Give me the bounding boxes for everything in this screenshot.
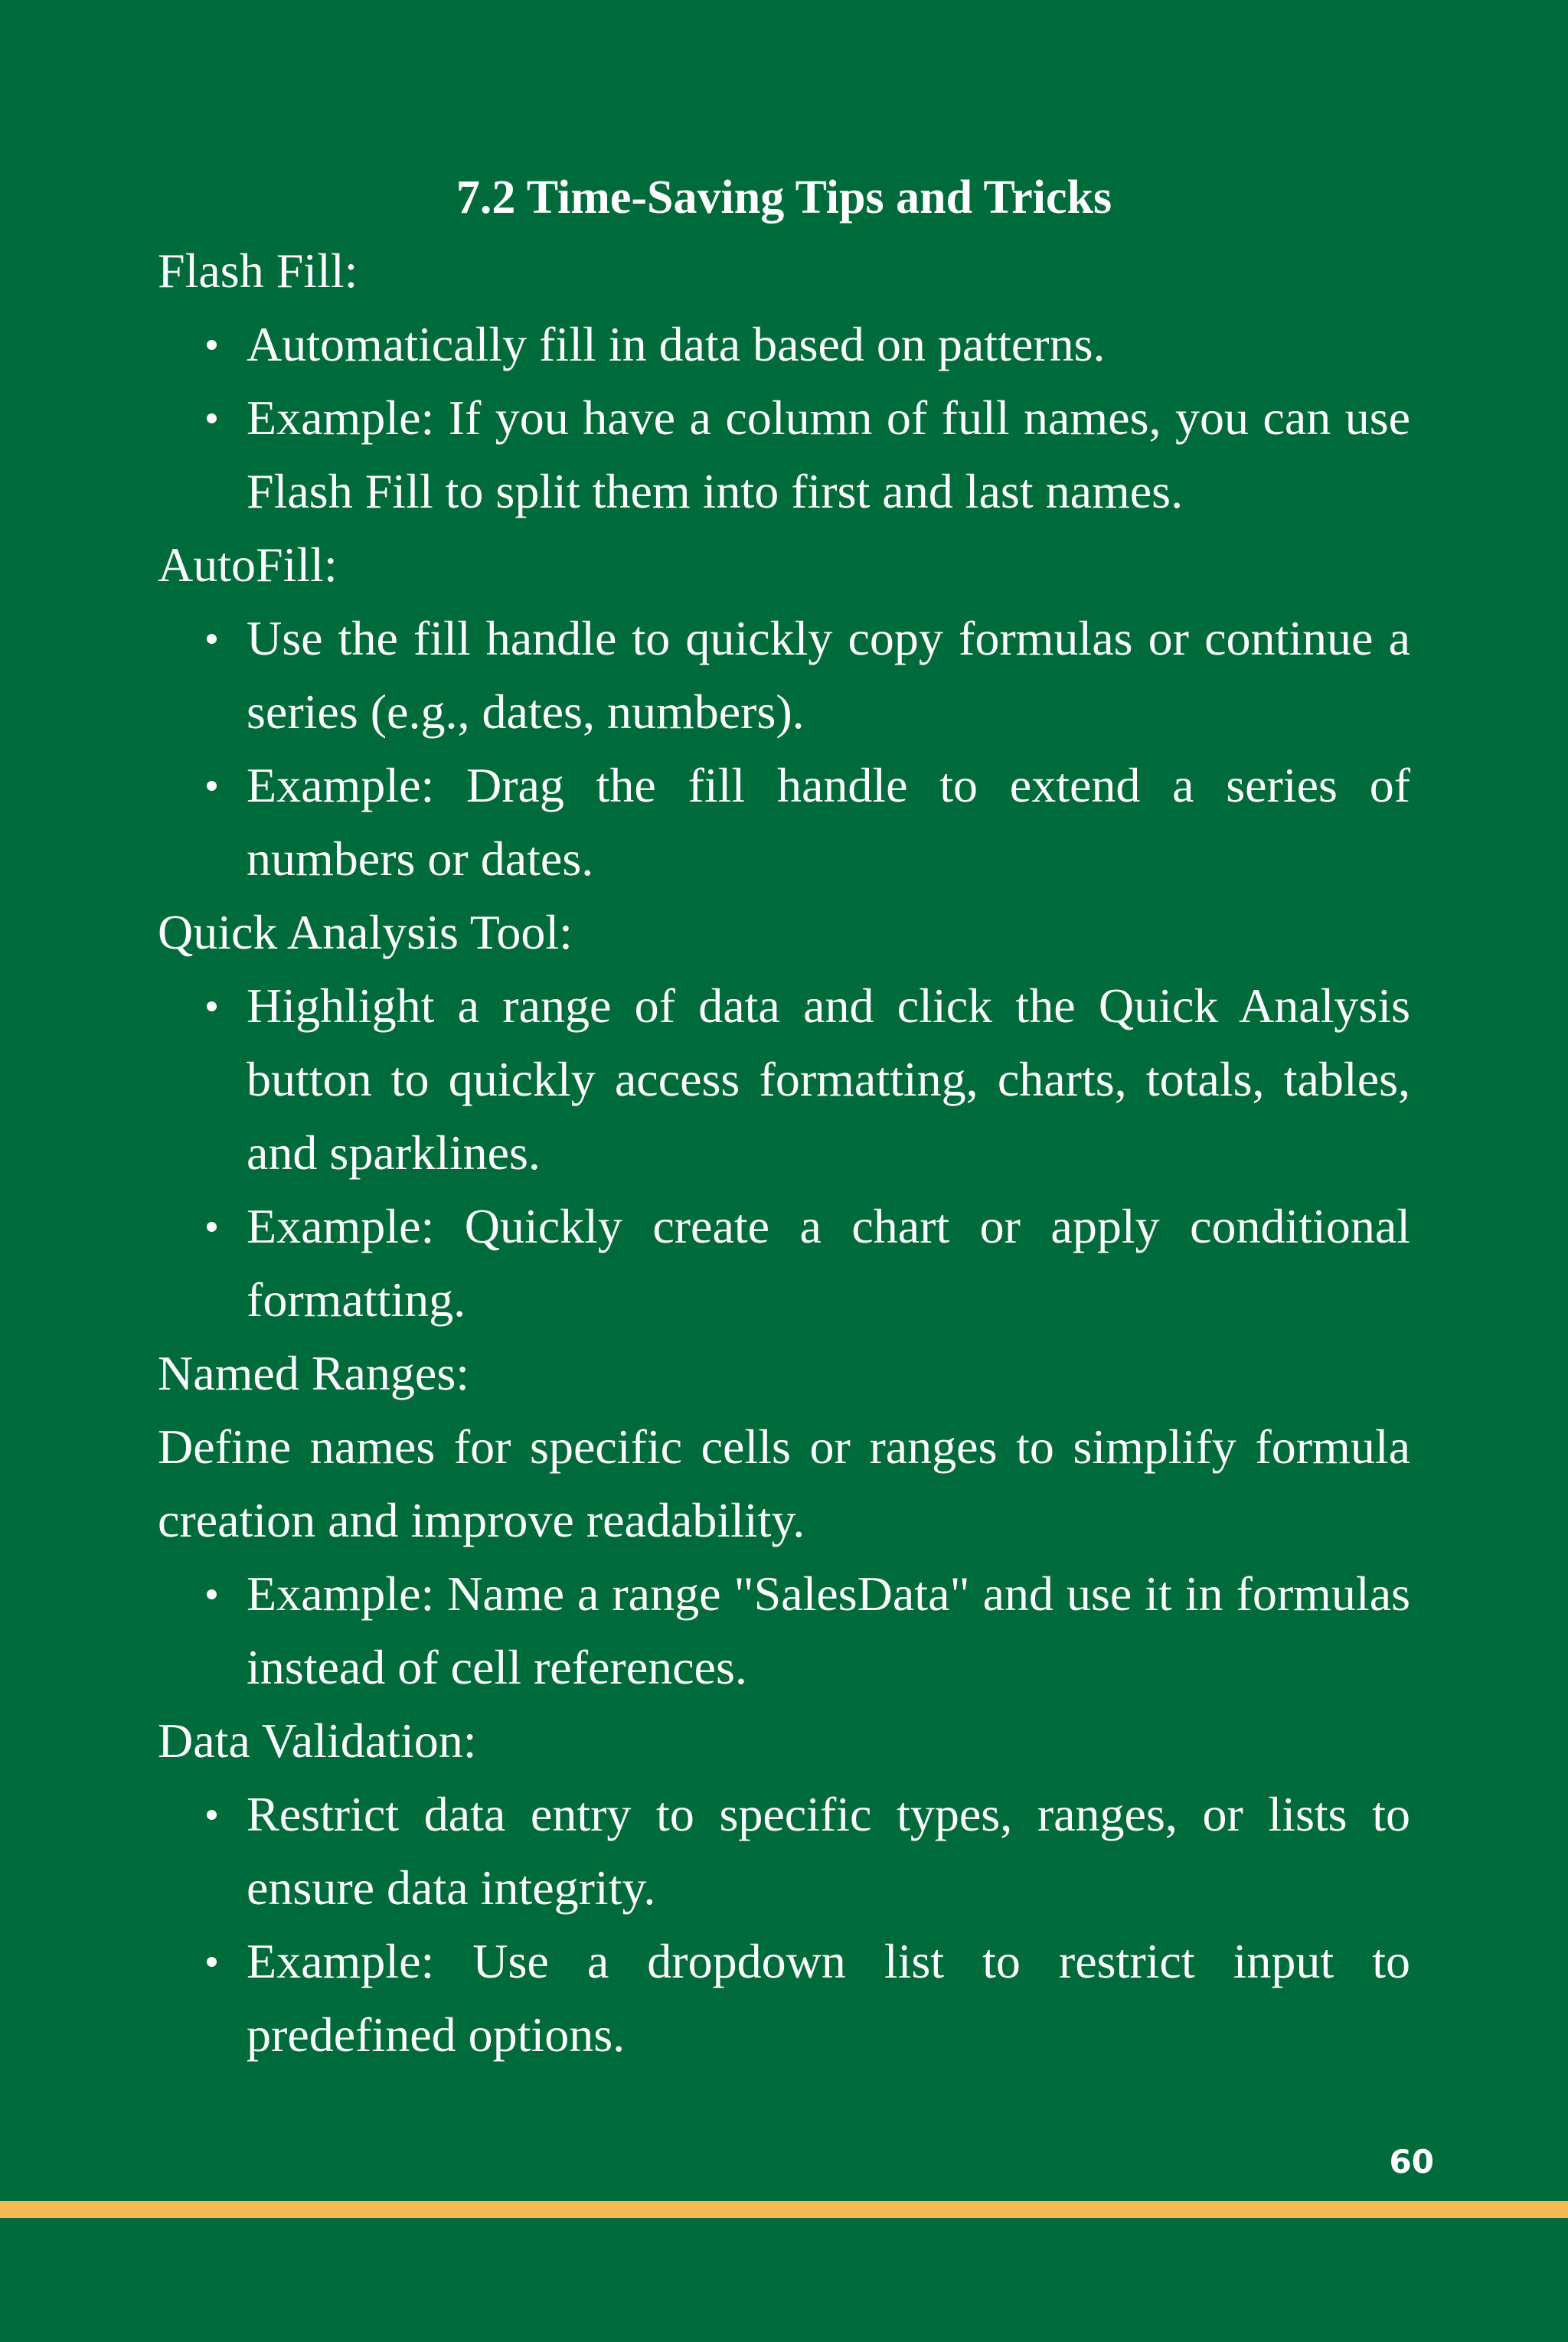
bullet-item	[158, 1190, 1410, 1337]
bullet-text: Example: Name a range "SalesData" and use it in formulas instead of cell references.	[247, 1566, 1410, 1694]
page-title: 7.2 Time-Saving Tips and Tricks	[456, 171, 1112, 224]
bullet-item	[158, 308, 1410, 381]
bullet-text: Automatically fill in data based on patterns.	[247, 317, 1106, 371]
bullet-list	[158, 969, 1410, 1337]
bullet-list	[158, 1778, 1410, 2072]
bullet-list	[158, 308, 1410, 528]
section-quick-analysis-tool	[158, 896, 1410, 1337]
bullet-icon	[207, 1810, 217, 1820]
bullet-icon	[207, 781, 217, 791]
bullet-text: Example: Drag the fill handle to extend a series of numbers or dates.	[247, 758, 1410, 886]
bullet-icon	[207, 1001, 217, 1011]
bullet-list	[158, 1557, 1410, 1704]
footer-rule	[0, 2201, 1568, 2218]
bullet-item	[158, 969, 1410, 1190]
section-heading: AutoFill:	[158, 537, 338, 592]
bullet-item	[158, 1925, 1410, 2072]
bullet-icon	[207, 340, 217, 350]
section-paragraph: Define names for specific cells or ranges to simplify formula creation and improve readability.	[158, 1419, 1410, 1547]
bullet-item	[158, 381, 1410, 528]
bullet-icon	[207, 1589, 217, 1599]
section-heading: Quick Analysis Tool:	[158, 905, 573, 959]
bullet-item	[158, 1778, 1410, 1925]
bullet-text: Highlight a range of data and click the Quick Analysis button to quickly access formatting, charts, totals, tables, and sparklines.	[247, 978, 1410, 1180]
page-number: 60	[1389, 2143, 1434, 2180]
bullet-icon	[207, 413, 217, 423]
page-content	[158, 161, 1410, 2072]
section-heading: Named Ranges:	[158, 1346, 469, 1400]
bullet-icon	[207, 1957, 217, 1967]
bullet-icon	[207, 1222, 217, 1232]
bullet-item	[158, 749, 1410, 896]
bullet-text: Use the fill handle to quickly copy formulas or continue a series (e.g., dates, numbers).	[247, 611, 1410, 739]
bullet-icon	[207, 634, 217, 644]
section-data-validation	[158, 1704, 1410, 2072]
section-heading: Flash Fill:	[158, 243, 358, 298]
bullet-text: Example: Quickly create a chart or apply conditional formatting.	[247, 1199, 1410, 1327]
bullet-text: Example: If you have a column of full names, you can use Flash Fill to split them into first and last names.	[247, 390, 1410, 518]
bullet-item	[158, 602, 1410, 749]
bullet-text: Example: Use a dropdown list to restrict input to predefined options.	[247, 1934, 1410, 2062]
section-autofill	[158, 528, 1410, 896]
section-flash-fill	[158, 234, 1410, 528]
bullet-text: Restrict data entry to specific types, ranges, or lists to ensure data integrity.	[247, 1787, 1410, 1915]
section-heading: Data Validation:	[158, 1713, 477, 1768]
bullet-item	[158, 1557, 1410, 1704]
section-named-ranges	[158, 1337, 1410, 1704]
bullet-list	[158, 602, 1410, 896]
